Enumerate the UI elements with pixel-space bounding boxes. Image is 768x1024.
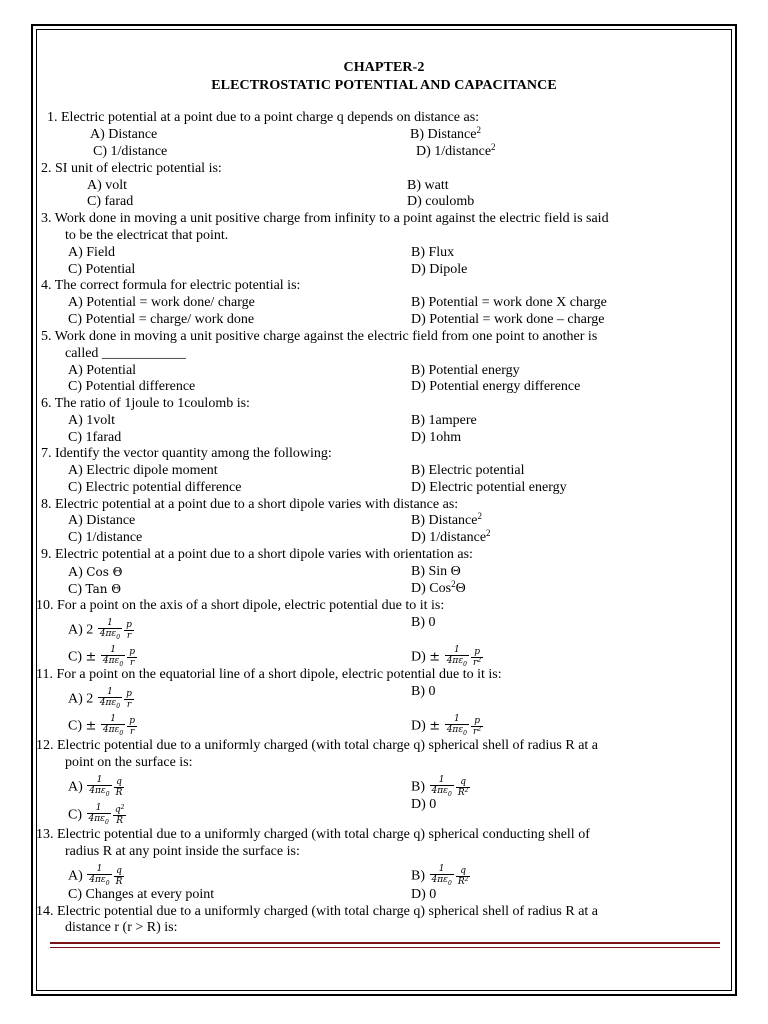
question-7-option-c: C) Electric potential difference bbox=[68, 480, 242, 495]
question-4-stem: 4. The correct formula for electric potential is: bbox=[41, 278, 301, 293]
question-5-option-c: C) Potential difference bbox=[68, 379, 196, 394]
question-2-option-a: A) volt bbox=[87, 178, 128, 193]
question-12-option-d: D) 0 bbox=[411, 797, 437, 812]
question-11-option-c: C) ± $\frac{1}{4\pi\varepsilon_0}$ $\frac{p}{r}$ bbox=[68, 714, 135, 737]
question-5-stem-line-1: 5. Work done in moving a unit positive charge against the electric field from one point to another is bbox=[41, 329, 598, 344]
question-7-option-a: A) Electric dipole moment bbox=[68, 463, 218, 478]
question-6-option-a: A) 1volt bbox=[68, 413, 116, 428]
chapter-title: ELECTROSTATIC POTENTIAL AND CAPACITANCE bbox=[211, 78, 557, 93]
question-7-option-d: D) Electric potential energy bbox=[411, 480, 567, 495]
question-3-stem-line-1: 3. Work done in moving a unit positive charge from infinity to a point against the electric field is said bbox=[41, 211, 609, 226]
question-9-option-a: A) Cos Θ bbox=[68, 565, 123, 580]
question-13-option-d: D) 0 bbox=[411, 887, 437, 902]
question-12-option-a: A) $\frac{1}{4\pi\varepsilon_0}$ $\frac{q}{R}$ bbox=[68, 775, 123, 798]
question-5-stem-line-2: called ____________ bbox=[65, 346, 186, 361]
question-5-option-d: D) Potential energy difference bbox=[411, 379, 581, 394]
question-1-option-c: C) 1/distance bbox=[93, 144, 168, 159]
question-11-stem: 11. For a point on the equatorial line of a short dipole, electric potential due to it is: bbox=[36, 667, 502, 682]
question-11-option-b: B) 0 bbox=[411, 684, 436, 699]
question-10-option-b: B) 0 bbox=[411, 615, 436, 630]
question-6-option-c: C) 1farad bbox=[68, 430, 122, 445]
question-9-stem: 9. Electric potential at a point due to a short dipole varies with orientation as: bbox=[41, 547, 473, 562]
question-13-stem-line-2: radius R at any point inside the surface is: bbox=[65, 844, 300, 859]
question-3-option-a: A) Field bbox=[68, 245, 116, 260]
question-9-option-d: D) Cos$^2$Θ bbox=[411, 579, 466, 596]
question-11-option-a: A) 2 $\frac{1}{4\pi\varepsilon_0}$ $\frac{p}{r}$ bbox=[68, 687, 132, 710]
footer-rule-thin bbox=[50, 947, 720, 948]
question-7-option-b: B) Electric potential bbox=[411, 463, 525, 478]
question-13-stem-line-1: 13. Electric potential due to a uniformly charged (with total charge q) spherical conducting shell of bbox=[36, 827, 590, 842]
question-2-stem: 2. SI unit of electric potential is: bbox=[41, 161, 222, 176]
question-12-option-c: C) $\frac{1}{4\pi\varepsilon_0}$ $\frac{q^2}{R}$ bbox=[68, 803, 125, 826]
question-4-option-d: D) Potential = work done – charge bbox=[411, 312, 605, 327]
question-2-option-b: B) watt bbox=[407, 178, 449, 193]
question-13-option-a: A) $\frac{1}{4\pi\varepsilon_0}$ $\frac{q}{R}$ bbox=[68, 864, 123, 887]
question-14-stem-line-1: 14. Electric potential due to a uniformly charged (with total charge q) spherical shell of radius R at a bbox=[36, 904, 599, 919]
question-2-option-c: C) farad bbox=[87, 194, 134, 209]
question-8-option-b: B) Distance$^2$ bbox=[411, 511, 482, 528]
footer-rule-thick bbox=[50, 942, 720, 944]
question-6-stem: 6. The ratio of 1joule to 1coulomb is: bbox=[41, 396, 250, 411]
question-13-option-b: B) $\frac{1}{4\pi\varepsilon_0}$ $\frac{q}{R^2}$ bbox=[411, 864, 469, 887]
question-1-option-a: A) Distance bbox=[90, 127, 158, 142]
question-1-option-d: D) 1/distance$^2$ bbox=[416, 142, 496, 159]
question-7-stem: 7. Identify the vector quantity among the following: bbox=[41, 446, 332, 461]
question-4-option-c: C) Potential = charge/ work done bbox=[68, 312, 255, 327]
question-10-option-d: D) ± $\frac{1}{4\pi\varepsilon_0}$ $\frac{p}{r^2}$ bbox=[411, 645, 482, 668]
question-8-stem: 8. Electric potential at a point due to a short dipole varies with distance as: bbox=[41, 497, 459, 512]
question-10-option-c: C) ± $\frac{1}{4\pi\varepsilon_0}$ $\frac{p}{r}$ bbox=[68, 645, 135, 668]
question-3-stem-line-2: to be the electricat that point. bbox=[65, 228, 229, 243]
question-2-option-d: D) coulomb bbox=[407, 194, 475, 209]
question-9-option-c: C) Tan Θ bbox=[68, 582, 122, 597]
question-13-option-c: C) Changes at every point bbox=[68, 887, 215, 902]
question-10-stem: 10. For a point on the axis of a short dipole, electric potential due to it is: bbox=[36, 598, 445, 613]
question-3-option-b: B) Flux bbox=[411, 245, 455, 260]
question-3-option-c: C) Potential bbox=[68, 262, 136, 277]
question-12-option-b: B) $\frac{1}{4\pi\varepsilon_0}$ $\frac{q}{R^2}$ bbox=[411, 775, 469, 798]
question-5-option-b: B) Potential energy bbox=[411, 363, 520, 378]
question-3-option-d: D) Dipole bbox=[411, 262, 468, 277]
question-11-option-d: D) ± $\frac{1}{4\pi\varepsilon_0}$ $\frac{p}{r^2}$ bbox=[411, 714, 482, 737]
chapter-number: CHAPTER-2 bbox=[343, 60, 425, 75]
question-9-option-b: B) Sin Θ bbox=[411, 564, 461, 579]
question-8-option-d: D) 1/distance$^2$ bbox=[411, 528, 491, 545]
question-6-option-d: D) 1ohm bbox=[411, 430, 462, 445]
question-8-option-c: C) 1/distance bbox=[68, 530, 143, 545]
question-8-option-a: A) Distance bbox=[68, 513, 136, 528]
question-1-stem: 1. Electric potential at a point due to a point charge q depends on distance as: bbox=[47, 110, 480, 125]
question-6-option-b: B) 1ampere bbox=[411, 413, 477, 428]
question-14-stem-line-2: distance r (r > R) is: bbox=[65, 920, 178, 935]
question-4-option-a: A) Potential = work done/ charge bbox=[68, 295, 255, 310]
question-4-option-b: B) Potential = work done X charge bbox=[411, 295, 607, 310]
question-12-stem-line-2: point on the surface is: bbox=[65, 755, 193, 770]
question-10-option-a: A) 2 $\frac{1}{4\pi\varepsilon_0}$ $\frac{p}{r}$ bbox=[68, 618, 132, 641]
question-5-option-a: A) Potential bbox=[68, 363, 137, 378]
question-12-stem-line-1: 12. Electric potential due to a uniformly charged (with total charge q) spherical shell of radius R at a bbox=[36, 738, 599, 753]
question-1-option-b: B) Distance$^2$ bbox=[410, 125, 481, 142]
